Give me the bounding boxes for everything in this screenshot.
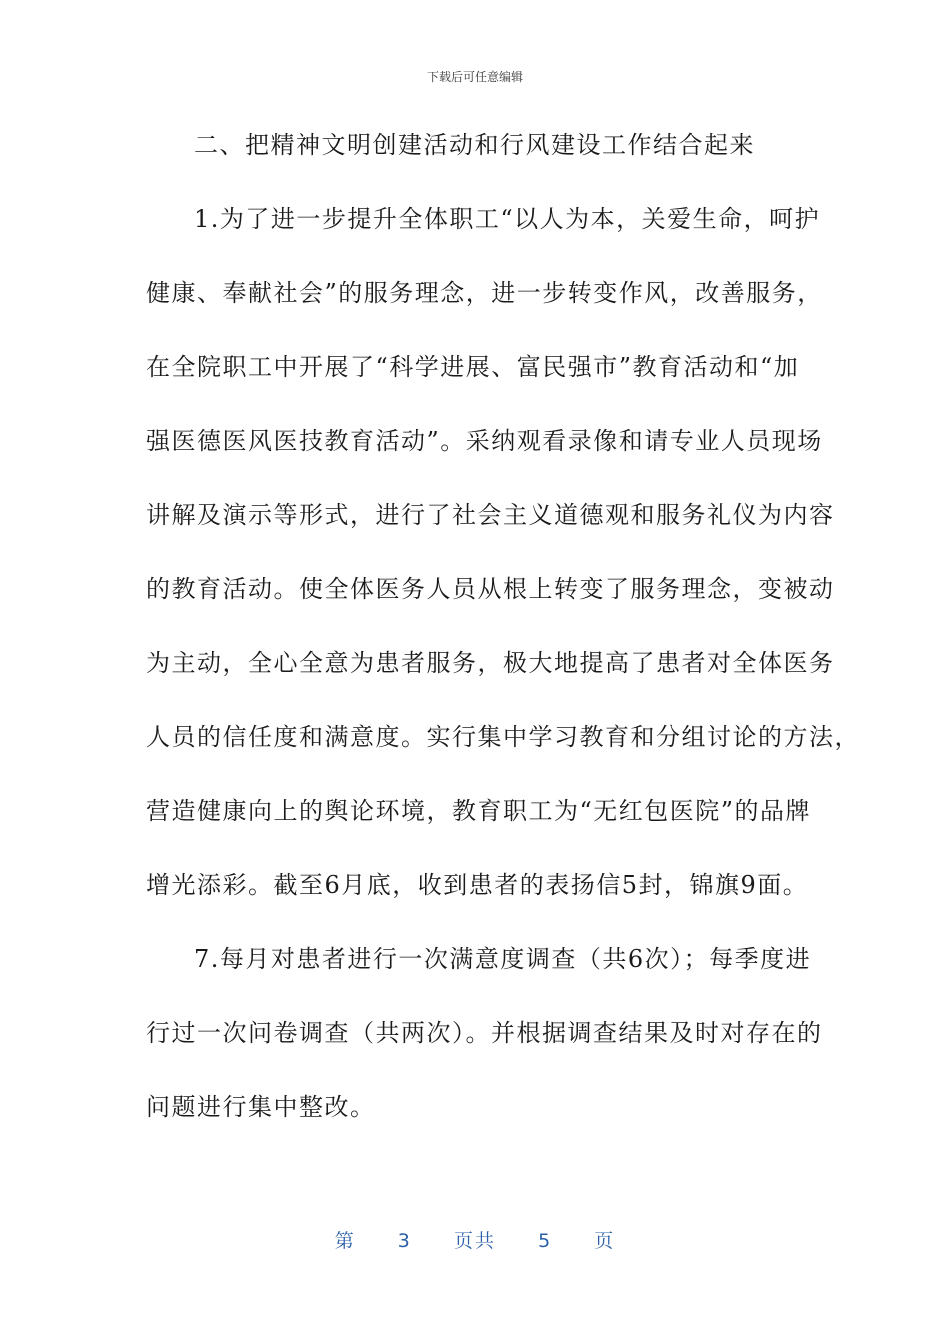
section-heading: 二、把精神文明创建活动和行风建设工作结合起来 [194,131,755,159]
footer-middle: 页共 [453,1230,496,1252]
paragraph-line: 强医德医风医技教育活动”。采纳观看录像和请专业人员现场 [146,427,823,455]
paragraph-line: 健康、奉献社会”的服务理念，进一步转变作风，改善服务， [146,279,823,307]
paragraph-line: 营造健康向上的舆论环境，教育职工为“无红包医院”的品牌 [146,797,812,825]
paragraph-line: 为主动，全心全意为患者服务，极大地提高了患者对全体医务 [146,649,835,677]
paragraph-line: 7.每月对患者进行一次满意度调查（共6次）；每季度进 [194,945,812,973]
paragraph-line: 人员的信任度和满意度。实行集中学习教育和分组讨论的方法， [146,723,860,751]
paragraph-line: 增光添彩。截至6月底，收到患者的表扬信5封，锦旗9面。 [146,871,809,899]
paragraph-line: 讲解及演示等形式，进行了社会主义道德观和服务礼仪为内容 [146,501,835,529]
footer-prefix: 第 [334,1230,356,1252]
paragraph-line: 在全院职工中开展了“科学进展、富民强市”教育活动和“加 [146,353,800,381]
paragraph-line: 1.为了进一步提升全体职工“以人为本，关爱生命，呵护 [194,205,821,233]
page-header-note: 下载后可任意编辑 [426,70,523,84]
total-page-number: 5 [538,1230,553,1252]
current-page-number: 3 [397,1230,412,1252]
paragraph-line: 行过一次问卷调查（共两次）。并根据调查结果及时对存在的 [146,1019,823,1047]
paragraph-line: 的教育活动。使全体医务人员从根上转变了服务理念，变被动 [146,575,835,603]
footer-suffix: 页 [594,1230,616,1252]
page-footer [0,1226,950,1253]
paragraph-line: 问题进行集中整改。 [146,1093,376,1121]
